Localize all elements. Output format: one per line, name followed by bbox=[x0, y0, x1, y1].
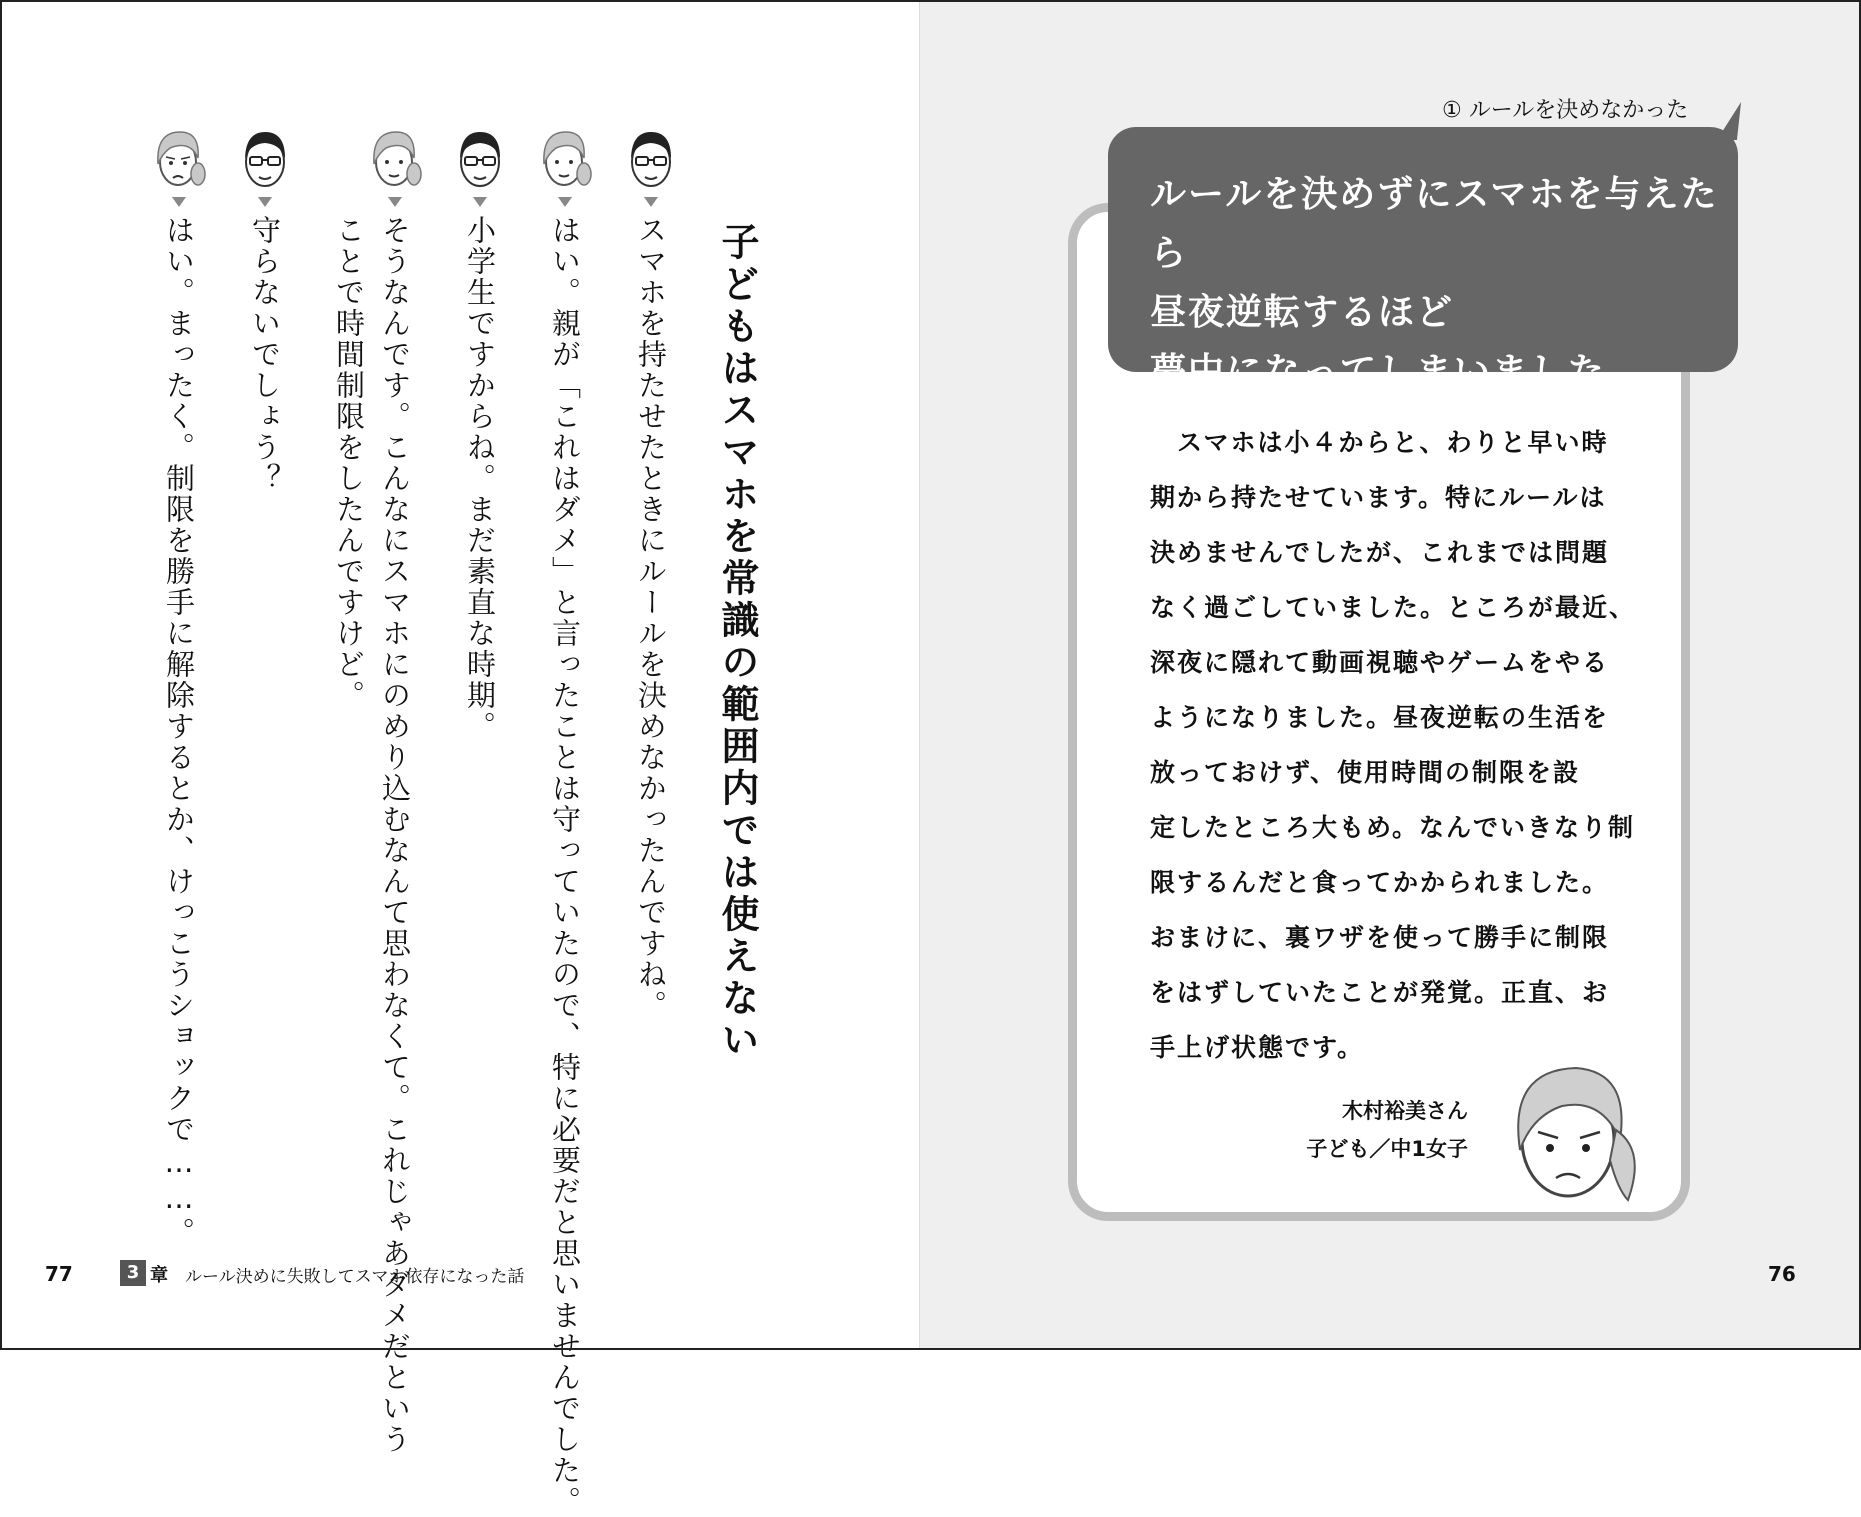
body-line: をはずしていたことが発覚。正直、お bbox=[1150, 978, 1610, 1007]
worried-woman-icon bbox=[150, 124, 208, 194]
left-page bbox=[0, 0, 920, 1350]
bubble-line: ルールを決めずにスマホを与えたら bbox=[1150, 174, 1719, 274]
section-heading: 子どもはスマホを常識の範囲内では使えない bbox=[715, 222, 759, 1062]
body-line: 深夜に隠れて動画視聴やゲームをやる bbox=[1150, 648, 1610, 677]
page-number-right: 76 bbox=[1768, 1262, 1796, 1286]
man-with-glasses-icon bbox=[236, 124, 294, 194]
bubble-line: 夢中になってしまいました bbox=[1150, 351, 1607, 392]
page-number-left: 77 bbox=[45, 1262, 73, 1286]
woman-icon bbox=[366, 124, 424, 194]
body-line: スマホは小４からと、わりと早い時 bbox=[1150, 428, 1609, 457]
section-tag-label: ① ルールを決めなかった bbox=[1442, 98, 1689, 123]
dialogue-line: 小学生ですからね。まだ素直な時期。 bbox=[463, 215, 497, 742]
woman-icon bbox=[536, 124, 594, 194]
dialogue-line-continued: ことで時間制限をしたんですけど。 bbox=[332, 215, 366, 711]
chapter-number-badge: 3 bbox=[120, 1260, 146, 1286]
bubble-line: 昼夜逆転するほど bbox=[1150, 292, 1455, 333]
worried-woman-portrait-icon bbox=[1498, 1050, 1648, 1210]
testimonial-body bbox=[1150, 415, 1637, 1075]
speaker-pointer-icon bbox=[644, 197, 658, 207]
dialogue-line: はい。まったく。制限を勝手に解除するとか、けっこうショックで……。 bbox=[162, 215, 196, 1248]
man-with-glasses-icon bbox=[451, 124, 509, 194]
body-line: 定したところ大もめ。なんでいきなり制 bbox=[1150, 813, 1636, 842]
dialogue-line: はい。親が「これはダメ」と言ったことは守っていたので、特に必要だと思いませんでした。 bbox=[548, 215, 582, 1517]
body-line: おまけに、裏ワザを使って勝手に制限 bbox=[1150, 923, 1610, 952]
person-name: 木村裕美さん bbox=[1342, 1099, 1468, 1123]
body-line: 限するんだと食ってかかられました。 bbox=[1150, 868, 1610, 897]
body-line: 期から持たせています。特にルールは bbox=[1150, 483, 1607, 512]
dialogue-line: スマホを持たせたときにルールを決めなかったんですね。 bbox=[634, 215, 668, 1021]
body-line: 放っておけず、使用時間の制限を設 bbox=[1150, 758, 1581, 787]
headline-speech-bubble bbox=[1108, 127, 1738, 392]
body-line: 決めませんでしたが、これまでは問題 bbox=[1150, 538, 1610, 567]
speaker-pointer-icon bbox=[258, 197, 272, 207]
dialogue-line: そうなんです。こんなにスマホにのめり込むなんて思わなくて。これじゃあダメだという bbox=[378, 215, 412, 1455]
person-detail: 子ども／中1女子 bbox=[1306, 1137, 1468, 1161]
speaker-pointer-icon bbox=[473, 197, 487, 207]
man-with-glasses-icon bbox=[622, 124, 680, 194]
running-title: ルール決めに失敗してスマホ依存になった話 bbox=[185, 1267, 525, 1287]
dialogue-line: 守らないでしょう？ bbox=[248, 215, 282, 494]
speaker-pointer-icon bbox=[388, 197, 402, 207]
body-line: ようになりました。昼夜逆転の生活を bbox=[1150, 703, 1610, 732]
speaker-pointer-icon bbox=[172, 197, 186, 207]
chapter-word: 章 bbox=[150, 1265, 168, 1286]
person-credit bbox=[1300, 1092, 1468, 1168]
speaker-pointer-icon bbox=[558, 197, 572, 207]
body-line: 手上げ状態です。 bbox=[1150, 1033, 1365, 1062]
body-line: なく過ごしていました。ところが最近、 bbox=[1150, 593, 1637, 622]
